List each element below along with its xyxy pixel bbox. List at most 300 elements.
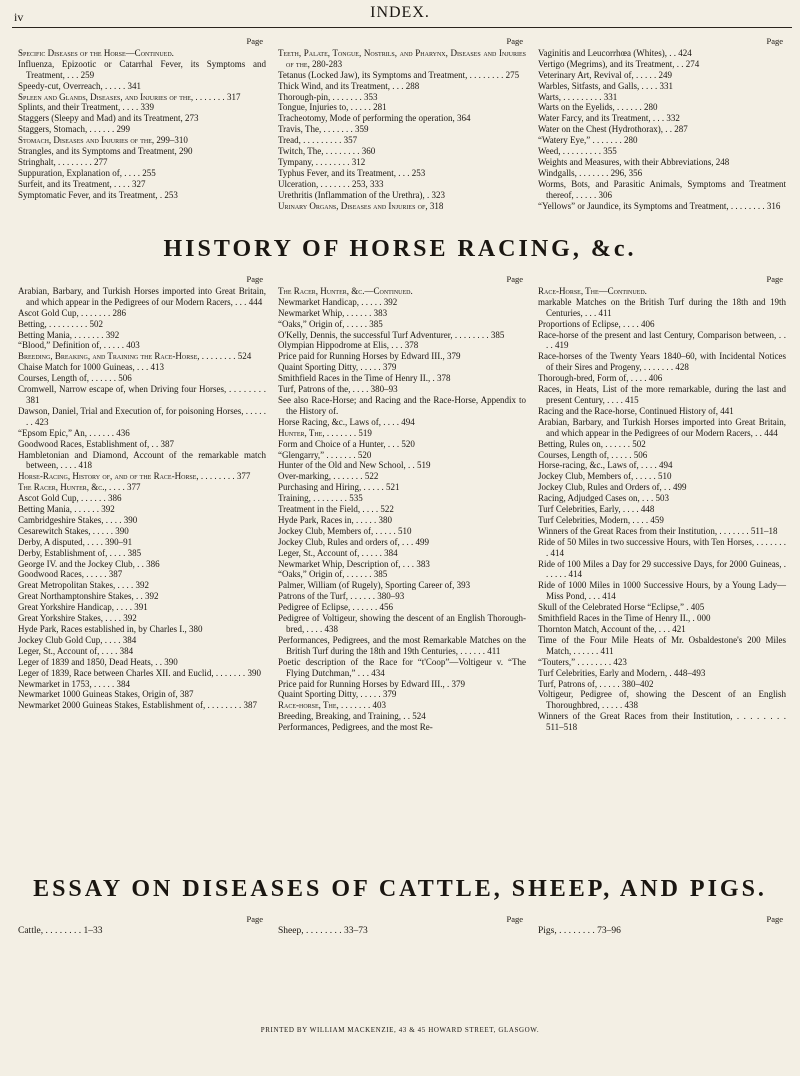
index-entry <box>278 351 526 362</box>
index-entry <box>18 102 266 113</box>
index-entry <box>278 179 526 190</box>
index-entry <box>18 124 266 135</box>
entry-text: Sheep, . . . . . . . . <box>278 925 342 936</box>
entry-page-number: 390 <box>123 514 138 525</box>
entry-text: Jockey Club, Rules and Orders of, . . <box>538 482 671 493</box>
entry-page-number: 327 <box>132 178 146 189</box>
entry-page-number: 510 <box>397 525 412 536</box>
index-entry <box>538 92 786 103</box>
index-entry <box>278 319 526 330</box>
entry-text: Goodwood Races, . . . . . <box>18 569 107 580</box>
entry-text: Quaint Sporting Ditty, . . . . . <box>278 362 381 373</box>
index-entry <box>278 70 526 81</box>
index-entry <box>18 81 266 92</box>
index-entry <box>538 613 786 624</box>
index-entry <box>538 330 786 352</box>
entry-page-number: 524 <box>412 711 426 722</box>
index-entry <box>278 362 526 373</box>
entry-page-number: 499 <box>672 482 687 493</box>
entry-text: Courses, Length of, . . . . . . <box>18 373 116 384</box>
entry-text: Quaint Sporting Ditty, . . . . . <box>278 689 381 700</box>
entry-page-number: 406 <box>641 318 655 329</box>
entry-page-number: 444 <box>248 296 263 307</box>
index-entry <box>278 602 526 613</box>
index-entry <box>278 330 526 341</box>
entry-text: Olympian Hippodrome at Elis, . . . <box>278 340 403 351</box>
entry-page-number: 524 <box>237 351 252 362</box>
entry-text: “Oaks,” Origin of, . . . . . <box>278 318 367 329</box>
index-entry <box>538 70 786 81</box>
entry-text: George IV. and the Jockey Club, . . <box>18 558 144 569</box>
page-number: iv <box>14 10 24 24</box>
entry-text: Splints, and their Treatment, . . . . <box>18 102 139 113</box>
index-entry <box>538 526 786 537</box>
entry-page-number: 441 <box>720 405 734 416</box>
printer-imprint: PRINTED BY WILLIAM MACKENZIE, 43 & 45 HOWARD STREET, GLASGOW. <box>260 1026 540 1034</box>
index-entry <box>538 373 786 384</box>
index-entry <box>18 330 266 341</box>
entry-page-number: 355 <box>603 146 617 157</box>
entry-text: Skull of the Celebrated Horse “Eclipse,” . <box>538 602 689 613</box>
index-entry <box>538 602 786 613</box>
entry-text: Breeding, Breaking, and Training, . . <box>278 711 410 722</box>
entry-page-number: 280-283 <box>312 58 343 69</box>
index-entry <box>538 537 786 559</box>
page-label: Page <box>506 36 523 46</box>
entry-page-number: 414 <box>550 547 564 558</box>
index-entry <box>538 406 786 417</box>
entry-text: Hunter of the Old and New School, . . <box>278 460 415 471</box>
entry-text: “Yellows” or Jaundice, its Symptoms and Treatment, . . . . . . . . <box>538 200 765 211</box>
entry-page-number: 502 <box>632 438 646 449</box>
entry-page-number: 421 <box>672 624 686 634</box>
index-entry <box>278 102 526 113</box>
index-entry <box>278 580 526 591</box>
index-entry <box>18 569 266 580</box>
entry-page-number: 384 <box>119 645 134 656</box>
index-entry <box>278 526 526 537</box>
index-entry <box>538 657 786 668</box>
entry-text: Ride of 50 Miles in two successive Hours, with Ten Horses, . . . . . . . . <box>538 536 786 558</box>
entry-page-number: 519 <box>416 460 431 471</box>
index-entry <box>278 297 526 308</box>
index-entry <box>538 668 786 679</box>
entry-page-number: 281 <box>373 102 387 113</box>
index-entry <box>18 548 266 559</box>
entry-page-number: 418 <box>78 460 92 471</box>
entry-text: Race-horse of the present and last Century, Comparison between, . . . . <box>538 329 786 351</box>
index-entry <box>278 308 526 319</box>
page-label: Page <box>246 274 263 284</box>
entry-page-number: 387 <box>243 700 257 711</box>
index-entry <box>18 406 266 428</box>
index-entry <box>18 537 266 548</box>
index-entry <box>538 450 786 461</box>
index-entry <box>278 657 526 679</box>
index-entry <box>18 439 266 450</box>
entry-text: Water on the Chest (Hydrothorax), . . <box>538 124 672 135</box>
index-entry <box>538 384 786 406</box>
entry-text: Typhus Fever, and its Treatment, . . . <box>278 167 410 178</box>
entry-text: Hambletonian and Diamond, Account of the remarkable match between, . . . . <box>18 449 266 471</box>
index-entry <box>538 319 786 330</box>
entry-page-number: 438 <box>324 624 338 634</box>
entry-text: “Blood,” Definition of, . . . . . <box>18 340 124 351</box>
index-entry <box>278 113 526 124</box>
index-entry <box>18 146 266 157</box>
index-entry <box>278 373 526 384</box>
index-entry <box>538 135 786 146</box>
index-entry <box>538 351 786 373</box>
racing-column-2 <box>272 274 532 733</box>
entry-text: Warts, . . . . . . . . . <box>538 91 602 102</box>
entry-text: Worms, Bots, and Parasitic Animals, Symptoms and Treatment thereof, . . . . . <box>538 178 786 200</box>
header-rule <box>12 27 792 28</box>
entry-text: Pedigree of Voltigeur, showing the descent of an English Thorough-bred, . . . . <box>278 613 526 634</box>
index-entry <box>538 493 786 504</box>
entry-text: Race-Horse, The—Continued. <box>538 285 647 296</box>
entry-page-number: 387 <box>160 438 174 449</box>
entry-page-number: 535 <box>349 493 363 504</box>
index-entry <box>18 428 266 439</box>
entry-page-number: 299 <box>116 124 130 135</box>
entry-page-number: 448 <box>640 504 655 515</box>
entry-text: Great Northamptonshire Stakes, . . <box>18 591 143 602</box>
entry-page-number: 434 <box>371 667 385 678</box>
entry-text: Specific Diseases of the Horse—Continued. <box>18 47 174 58</box>
entry-page-number: 287 <box>674 124 688 135</box>
index-entry <box>538 926 786 937</box>
entry-text: Great Metropolitan Stakes, . . . . <box>18 580 134 591</box>
index-entry <box>278 439 526 450</box>
index-entry <box>18 482 266 493</box>
index-entry <box>18 286 266 308</box>
entry-text: Price paid for Running Horses by Edward III., <box>278 351 445 362</box>
index-entry <box>538 559 786 581</box>
entry-text: Ascot Gold Cup, . . . . . . <box>18 493 106 504</box>
entry-page-number: 280 <box>624 135 638 146</box>
index-entry <box>278 460 526 471</box>
entry-page-number: 403 <box>126 340 140 351</box>
entry-text: Hunter, The, . . . . . . . <box>278 427 357 438</box>
index-entry <box>18 679 266 690</box>
entry-page-number: 456 <box>379 602 393 613</box>
entry-text: markable Matches on the British Turf during the 18th and 19th Centuries, . . . <box>538 296 786 318</box>
entry-text: “Glengarry,” . . . . . . . <box>278 449 356 460</box>
index-entry <box>278 286 526 297</box>
entry-text: Spleen and Glands, Diseases, and Injuries of the, . . . . . . . <box>18 91 225 102</box>
entry-page-number: 419 <box>555 340 569 351</box>
entry-text: “Oaks,” Origin of, . . . . . . <box>278 569 372 580</box>
entry-page-number: 413 <box>150 362 164 373</box>
index-entry <box>538 504 786 515</box>
entry-page-number: 390 <box>115 525 129 536</box>
index-entry <box>18 190 266 201</box>
entry-text: Time of the Four Mile Heats of Mr. Osbaldestone's 200 Miles Match, . . . . . . <box>538 634 786 656</box>
index-entry <box>538 515 786 526</box>
entry-page-number: 392 <box>135 580 149 591</box>
entry-page-number: 288 <box>405 80 420 91</box>
index-entry <box>18 668 266 679</box>
entry-page-number: 323 <box>431 189 445 200</box>
entry-page-number: 506 <box>118 373 132 384</box>
entry-text: Tympany, . . . . . . . . <box>278 156 350 167</box>
entry-text: Dawson, Daniel, Trial and Execution of, for poisoning Horses, . . . . . . . <box>18 405 266 427</box>
entry-text: Warts on the Eyelids, . . . . . . <box>538 102 642 113</box>
diseases-column-2 <box>272 36 532 212</box>
entry-text: Horse-racing, &c., Laws of, . . . . <box>538 460 657 471</box>
entry-text: Great Yorkshire Handicap, . . . . <box>18 602 132 613</box>
index-entry <box>278 711 526 722</box>
entry-text: Races, in Heats, List of the more remarkable, during the last and present Century, . . . . <box>538 384 786 405</box>
entry-page-number: 520 <box>401 438 415 449</box>
index-entry <box>278 48 526 70</box>
entry-page-number: 379 <box>451 678 465 689</box>
entry-page-number: 405 <box>690 602 705 613</box>
entry-text: The Racer, Hunter, &c., . . . . <box>18 482 125 493</box>
entry-text: Teeth, Palate, Tongue, Nostrils, and Pharynx, Diseases and Injuries of the, <box>278 47 526 69</box>
entry-page-number: 392 <box>144 591 159 602</box>
racing-column-3 <box>532 274 792 733</box>
entry-page-number: 381 <box>26 394 40 405</box>
page-label: Page <box>246 914 263 924</box>
entry-page-number: 392 <box>123 613 137 624</box>
index-entry <box>538 417 786 439</box>
entry-page-number: 387 <box>108 569 123 580</box>
index-entry <box>538 179 786 201</box>
entry-text: Speedy-cut, Overreach, . . . . . <box>18 80 126 91</box>
entry-page-number: 377 <box>236 471 251 482</box>
index-entry <box>278 635 526 657</box>
entry-page-number: 299–310 <box>156 135 188 146</box>
entry-text: Strangles, and its Symptoms and Treatment, <box>18 146 177 157</box>
entry-text: Jockey Club, Rules and orders of, . . . <box>278 536 414 547</box>
entry-page-number: 1–33 <box>83 925 103 936</box>
entry-text: Staggers, Stomach, . . . . . . <box>18 124 115 135</box>
entry-text: Urethritis (Inflammation of the Urethra), . <box>278 189 430 200</box>
index-entry <box>18 319 266 330</box>
entry-page-number: 290 <box>179 146 193 157</box>
index-entry <box>18 373 266 384</box>
entry-text: Purchasing and Hiring, . . . . . <box>278 482 384 493</box>
index-entry <box>278 493 526 504</box>
entry-text: Race-horses of the Twenty Years 1840–60, with Incidental Notices of their Sires and Progeny, . . . . . . . <box>538 351 786 373</box>
entry-text: Turf Celebrities, Early and Modern, . <box>538 667 672 678</box>
entry-text: Horse-Racing, History of, and of the Race-Horse, . . . . . . . . <box>18 471 235 482</box>
cattle-column-2 <box>272 914 532 937</box>
entry-text: Great Yorkshire Stakes, . . . . <box>18 613 121 624</box>
index-entry <box>18 700 266 711</box>
page-label: Page <box>766 274 783 284</box>
entry-text: Turf Celebrities, Early, . . . . <box>538 504 639 515</box>
entry-text: Weights and Measures, with their Abbreviations, <box>538 156 714 167</box>
entry-text: Surfeit, and its Treatment, . . . . <box>18 178 130 189</box>
entry-page-number: 506 <box>633 449 648 460</box>
entry-text: Weed, . . . . . . . . . <box>538 146 602 157</box>
index-entry <box>18 308 266 319</box>
cattle-title: ESSAY ON DISEASES OF CATTLE, SHEEP, AND PIGS. <box>33 876 767 902</box>
entry-text: Suppuration, Explanation of, . . . . <box>18 167 140 178</box>
entry-page-number: 248 <box>715 156 730 167</box>
entry-text: Ride of 1000 Miles in 1000 Successive Hours, by a Young Lady—Miss Pond, . . . <box>538 580 786 602</box>
entry-text: Performances, Pedigrees, and the most Remarkable Matches on the British Turf during the 18th and 19th Centuries, . . . . . . <box>278 634 526 656</box>
entry-text: Betting, . . . . . . . . . <box>18 318 88 329</box>
index-entry <box>278 613 526 635</box>
index-entry <box>278 81 526 92</box>
index-entry <box>18 157 266 168</box>
entry-page-number: 273 <box>184 113 199 124</box>
running-head: INDEX. <box>370 4 430 21</box>
entry-page-number: 390–91 <box>105 536 133 547</box>
entry-text: Smithfield Races in the Time of Henry II., . <box>538 613 695 624</box>
entry-text: Twitch, The, . . . . . . . . <box>278 146 360 157</box>
entry-page-number: 522 <box>364 471 379 482</box>
entry-page-number: 392 <box>105 329 120 340</box>
entry-text: Treatment in the Field, . . . . <box>278 504 379 515</box>
entry-text: Patrons of the Turf, . . . . . . <box>278 591 376 602</box>
entry-page-number: 521 <box>386 482 400 493</box>
entry-page-number: 511–18 <box>750 525 778 536</box>
index-entry <box>278 482 526 493</box>
entry-text: The Racer, Hunter, &c.—Continued. <box>278 285 413 296</box>
entry-text: Cambridgeshire Stakes, . . . . <box>18 514 122 525</box>
entry-text: Stomach, Diseases and Injuries of the, <box>18 135 155 146</box>
index-entry <box>278 157 526 168</box>
entry-page-number: 411 <box>598 307 612 318</box>
page-label: Page <box>766 36 783 46</box>
entry-page-number: 332 <box>666 113 680 124</box>
entry-text: See also Race-Horse; and Racing and the Race-Horse, Appendix to the History of. <box>278 394 526 416</box>
entry-page-number: 383 <box>416 558 430 569</box>
entry-page-number: 390 <box>247 667 261 678</box>
entry-text: Newmarket 2000 Guineas Stakes, Establishment of, . . . . . . . . <box>18 700 242 711</box>
entry-text: Water Farcy, and its Treatment, . . . <box>538 113 665 124</box>
entry-text: Jockey Club Gold Cup, . . . . <box>18 634 121 645</box>
entry-page-number: 510 <box>657 471 672 482</box>
entry-text: Cattle, . . . . . . . . <box>18 925 82 936</box>
entry-text: Windgalls, . . . . . . . <box>538 167 609 178</box>
index-entry <box>538 460 786 471</box>
racing-column-1 <box>12 274 272 733</box>
entry-page-number: 341 <box>127 80 141 91</box>
entry-text: Vertigo (Megrims), and its Treatment, . . <box>538 58 684 69</box>
entry-page-number: 318 <box>429 200 444 211</box>
entry-text: Ride of 100 Miles a Day for 29 successive Days, for 2000 Guineas, . . . . . . <box>538 558 786 580</box>
entry-text: Pigs, . . . . . . . . <box>538 925 595 936</box>
index-entry <box>18 580 266 591</box>
entry-page-number: 411 <box>600 645 614 656</box>
entry-text: Jockey Club, Members of, . . . . . <box>278 525 396 536</box>
entry-page-number: 436 <box>116 427 130 438</box>
entry-page-number: 383 <box>373 307 388 318</box>
index-entry <box>18 504 266 515</box>
index-entry <box>18 48 266 59</box>
entry-text: Hyde Park, Races established in, by Charles I., <box>18 624 187 634</box>
entry-text: Winners of the Great Races from their Institution, . . . . . . . <box>538 525 749 536</box>
entry-text: Tetanus (Locked Jaw), its Symptoms and Treatment, . . . . . . . . <box>278 69 504 80</box>
entry-text: Ulceration, . . . . . . . <box>278 178 350 189</box>
entry-page-number: 379 <box>382 689 397 700</box>
diseases-column-1 <box>12 36 272 212</box>
entry-text: Newmarket in 1753, . . . . . <box>18 678 115 689</box>
entry-text: Thorough-bred, Form of, . . . . <box>538 373 647 384</box>
entry-page-number: 317 <box>226 91 241 102</box>
index-entry <box>278 395 526 417</box>
entry-page-number: 385 <box>369 318 383 329</box>
entry-page-number: 494 <box>401 416 415 427</box>
entry-text: Influenza, Epizootic or Catarrhal Fever, its Symptoms and Treatment, . . . <box>18 58 266 80</box>
index-entry <box>278 722 526 733</box>
entry-page-number: 359 <box>355 124 369 135</box>
entry-page-number: 253 <box>164 189 178 200</box>
entry-page-number: 253 <box>411 167 426 178</box>
entry-text: Cesarewitch Stakes, . . . . . <box>18 525 113 536</box>
index-entry <box>538 146 786 157</box>
index-entry <box>18 926 266 937</box>
entry-text: “Touters,” . . . . . . . . <box>538 656 612 667</box>
index-entry <box>278 384 526 395</box>
entry-text: Over-marking, . . . . . . . <box>278 471 363 482</box>
index-entry <box>538 59 786 70</box>
entry-page-number: 312 <box>351 156 366 167</box>
index-entry <box>278 190 526 201</box>
cattle-index <box>12 914 792 937</box>
entry-text: Newmarket Handicap, . . . . . <box>278 296 382 307</box>
entry-page-number: 392 <box>101 504 115 515</box>
entry-page-number: 275 <box>505 69 520 80</box>
index-entry <box>278 92 526 103</box>
index-entry <box>538 482 786 493</box>
entry-page-number: 387 <box>179 689 194 700</box>
index-entry <box>18 624 266 635</box>
entry-page-number: 438 <box>624 700 638 711</box>
index-entry <box>18 526 266 537</box>
horse-diseases-index <box>12 36 792 212</box>
entry-text: Form and Choice of a Hunter, . . . <box>278 438 400 449</box>
page-label: Page <box>506 274 523 284</box>
entry-text: Pedigree of Eclipse, . . . . . . <box>278 602 378 613</box>
entry-page-number: 424 <box>678 47 692 58</box>
index-entry <box>538 624 786 635</box>
page-label: Page <box>506 914 523 924</box>
entry-text: Newmarket Whip, . . . . . . <box>278 307 372 318</box>
index-entry <box>538 157 786 168</box>
index-entry <box>538 679 786 690</box>
index-entry <box>538 471 786 482</box>
entry-page-number: 380–402 <box>621 678 654 689</box>
index-entry <box>278 201 526 212</box>
entry-page-number: 392 <box>383 296 398 307</box>
index-entry <box>18 689 266 700</box>
entry-text: Turf Celebrities, Modern, . . . . <box>538 514 649 525</box>
entry-text: Jockey Club, Members of, . . . . . <box>538 471 656 482</box>
index-entry <box>538 102 786 113</box>
index-entry <box>278 679 526 690</box>
index-entry <box>278 340 526 351</box>
entry-text: O'Kelly, Dennis, the successful Turf Adventurer, . . . . . . . . <box>278 329 489 340</box>
page-label: Page <box>766 914 783 924</box>
index-entry <box>278 504 526 515</box>
entry-text: Tracheotomy, Mode of performing the operation, <box>278 113 455 124</box>
entry-text: Racing and the Race-horse, Continued History of, <box>538 405 718 416</box>
entry-page-number: 459 <box>650 514 664 525</box>
index-entry <box>278 591 526 602</box>
index-entry <box>278 537 526 548</box>
entry-page-number: 415 <box>625 394 639 405</box>
index-entry <box>278 471 526 482</box>
entry-text: Leger, St., Account of, . . . . . <box>278 547 382 558</box>
entry-page-number: 253, 333 <box>351 178 384 189</box>
